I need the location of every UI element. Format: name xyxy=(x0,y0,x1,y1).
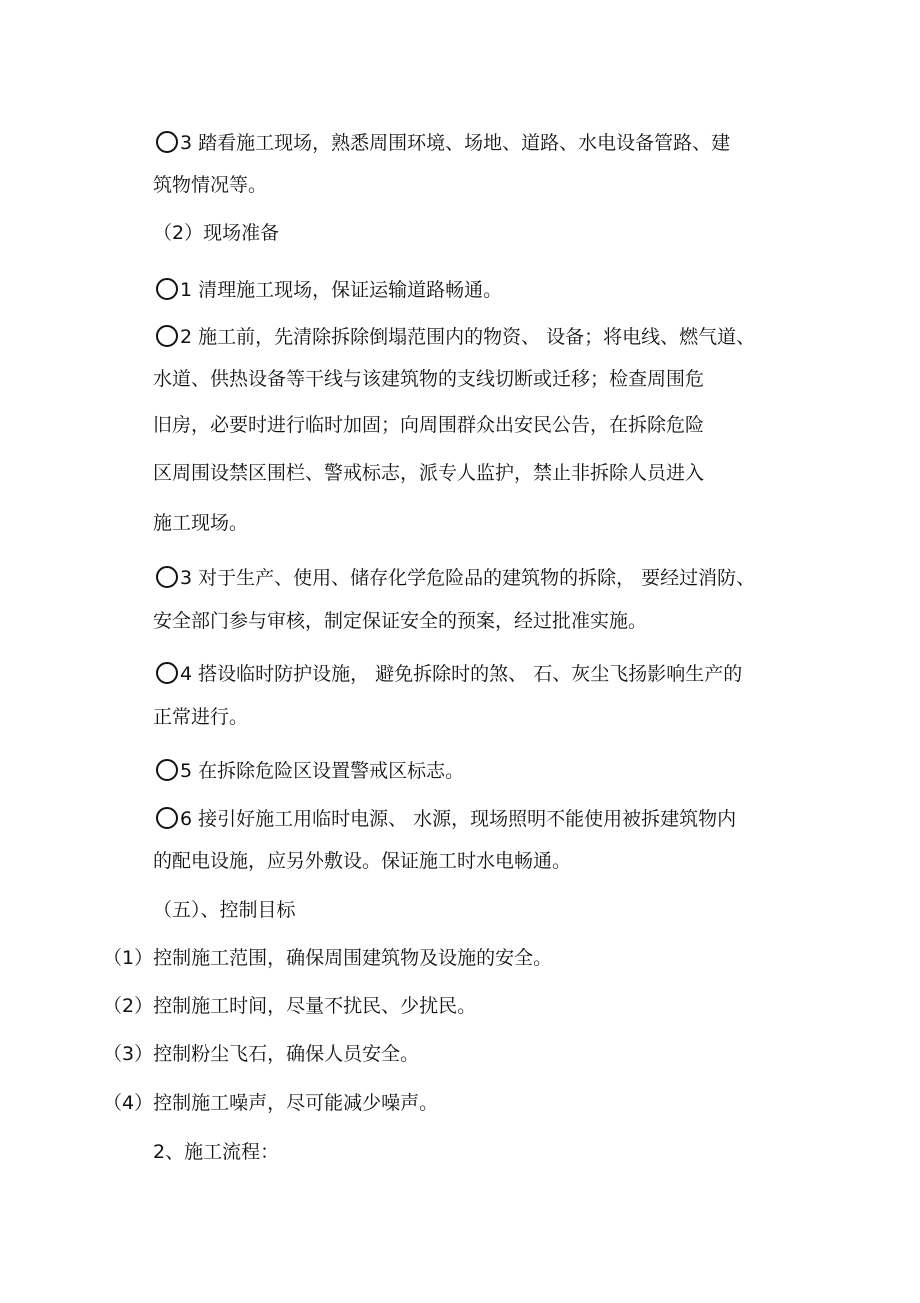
text-line xyxy=(153,608,647,634)
line-text: 旧房，必要时进行临时加固；向周围群众出安民公告，在拆除危险 xyxy=(153,414,705,436)
circle-marker-icon xyxy=(156,566,178,588)
text-line xyxy=(156,758,464,784)
line-text: （3）控制粉尘飞石，确保人员安全。 xyxy=(103,1043,420,1065)
section-heading xyxy=(153,897,296,923)
section-heading xyxy=(153,220,279,246)
circle-marker-icon xyxy=(156,278,178,300)
line-text: 2 施工前，先清除拆除倒塌范围内的物资、 设备；将电线、燃气道、 xyxy=(180,326,756,348)
list-item xyxy=(103,945,552,971)
line-text: （1）控制施工范围，确保周围建筑物及设施的安全。 xyxy=(103,947,553,969)
circle-marker-icon xyxy=(156,325,178,347)
line-text: 的配电设施，应另外敷设。保证施工时水电畅通。 xyxy=(153,850,572,872)
line-text: （五）、控制目标 xyxy=(153,899,296,921)
text-line xyxy=(153,460,704,486)
line-text: 筑物情况等。 xyxy=(153,174,268,196)
line-text: 施工现场。 xyxy=(153,512,249,534)
circle-marker-icon xyxy=(156,662,178,684)
text-line xyxy=(153,704,248,730)
text-line xyxy=(156,324,755,350)
text-line xyxy=(153,510,248,536)
line-text: 水道、供热设备等干线与该建筑物的支线切断或迁移；检查周围危 xyxy=(153,368,705,390)
line-text: 正常进行。 xyxy=(153,706,249,728)
line-text: （2）现场准备 xyxy=(153,222,280,244)
line-text: 2、施工流程： xyxy=(153,1141,280,1163)
line-text: 1 清理施工现场，保证运输道路畅通。 xyxy=(180,279,503,301)
list-item xyxy=(103,1090,438,1116)
circle-marker-icon xyxy=(156,807,178,829)
list-item xyxy=(103,993,476,1019)
line-text: 安全部门参与审核，制定保证安全的预案，经过批准实施。 xyxy=(153,610,648,632)
line-text: 3 对于生产、使用、储存化学危险品的建筑物的拆除， 要经过消防、 xyxy=(180,567,756,589)
text-line xyxy=(153,172,267,198)
circle-marker-icon xyxy=(156,759,178,781)
section-heading xyxy=(153,1139,279,1165)
text-line xyxy=(156,565,755,591)
line-text: （2）控制施工时间，尽量不扰民、少扰民。 xyxy=(103,995,477,1017)
line-text: （4）控制施工噪声，尽可能减少噪声。 xyxy=(103,1092,439,1114)
text-line xyxy=(156,277,502,303)
line-text: 3 踏看施工现场，熟悉周围环境、场地、道路、水电设备管路、建 xyxy=(180,132,731,154)
text-line xyxy=(153,366,704,392)
line-text: 6 接引好施工用临时电源、 水源，现场照明不能使用被拆建筑物内 xyxy=(180,808,737,830)
text-line xyxy=(156,661,742,687)
text-line xyxy=(153,848,571,874)
line-text: 区周围设禁区围栏、警戒标志，派专人监护，禁止非拆除人员进入 xyxy=(153,462,705,484)
line-text: 4 搭设临时防护设施， 避免拆除时的煞、 石、灰尘飞扬影响生产的 xyxy=(180,663,743,685)
text-line xyxy=(156,130,730,156)
text-line xyxy=(156,806,736,832)
text-line xyxy=(153,412,704,438)
list-item xyxy=(103,1041,419,1067)
circle-marker-icon xyxy=(156,131,178,153)
line-text: 5 在拆除危险区设置警戒区标志。 xyxy=(180,760,465,782)
